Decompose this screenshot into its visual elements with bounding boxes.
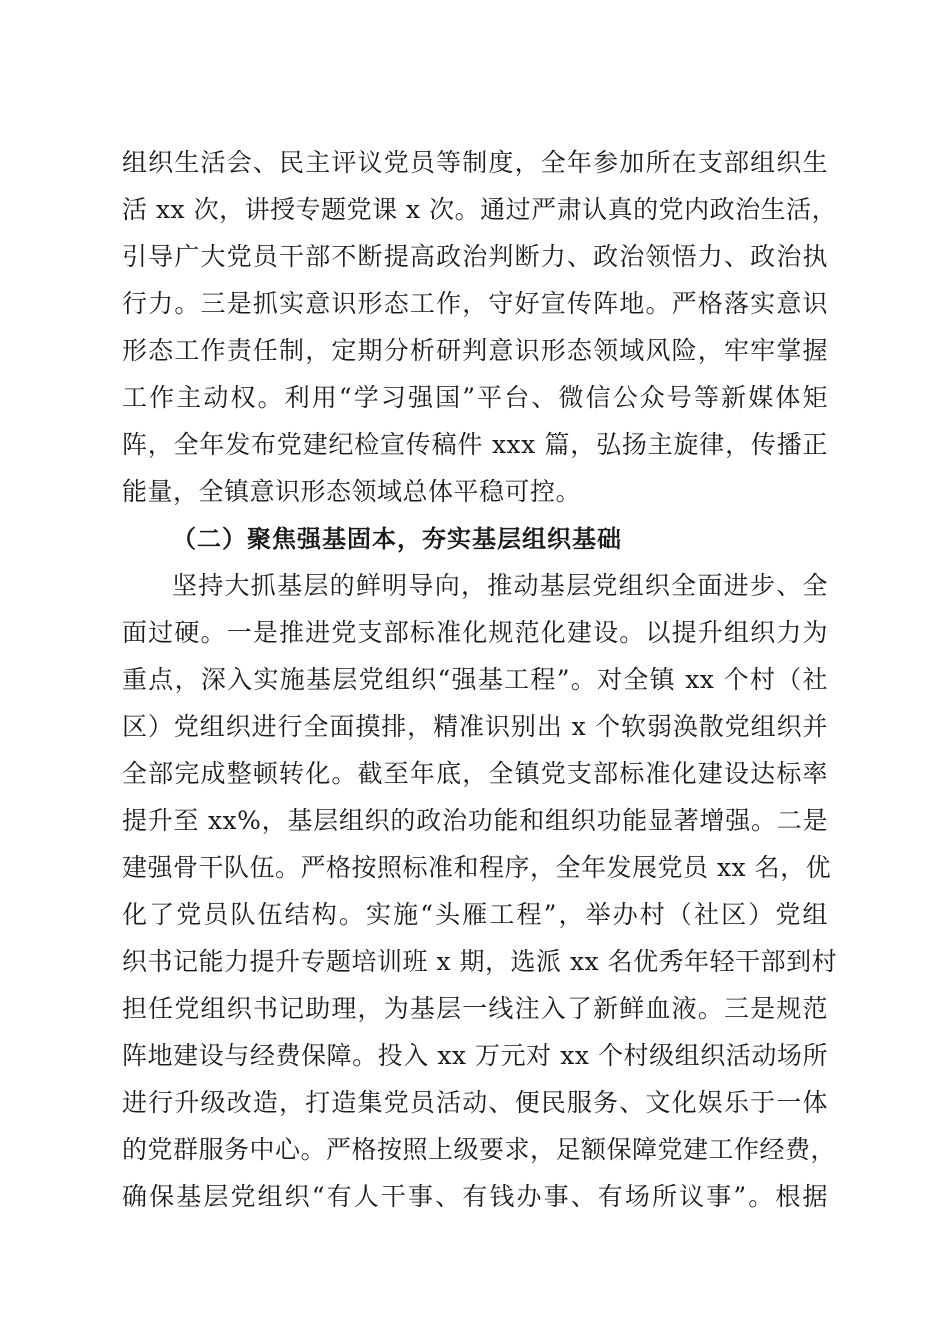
text-line: 进行升级改造，打造集党员活动、便民服务、文化娱乐于一体 xyxy=(122,1088,828,1117)
text-line: 坚持大抓基层的鲜明导向，推动基层党组织全面进步、全 xyxy=(172,571,828,600)
text-line: 工作主动权。利用“学习强国”平台、微信公众号等新媒体矩 xyxy=(122,383,828,412)
text-line: 担任党组织书记助理，为基层一线注入了新鲜血液。三是规范 xyxy=(122,994,828,1023)
text-line: 组织生活会、民主评议党员等制度，全年参加所在支部组织生 xyxy=(122,148,828,177)
text-line: 化了党员队伍结构。实施“头雁工程”，举办村（社区）党组 xyxy=(122,900,828,929)
text-line: 织书记能力提升专题培训班 x 期，选派 xx 名优秀年轻干部到村 xyxy=(122,947,838,976)
text-line: 区）党组织进行全面摸排，精准识别出 x 个软弱涣散党组织并 xyxy=(122,712,828,741)
text-line: 能量，全镇意识形态领域总体平稳可控。 xyxy=(122,477,582,506)
text-line: 提升至 xx%，基层组织的政治功能和组织功能显著增强。二是 xyxy=(122,806,828,835)
text-line: 重点，深入实施基层党组织“强基工程”。对全镇 xx 个村（社 xyxy=(122,665,828,694)
text-line: 的党群服务中心。严格按照上级要求，足额保障党建工作经费， xyxy=(122,1135,837,1164)
text-line: 全部完成整顿转化。截至年底，全镇党支部标准化建设达标率 xyxy=(122,759,828,788)
section-heading: （二）聚焦强基固本，夯实基层组织基础 xyxy=(172,525,622,553)
text-line: 阵地建设与经费保障。投入 xx 万元对 xx 个村级组织活动场所 xyxy=(122,1041,828,1070)
text-line: 引导广大党员干部不断提高政治判断力、政治领悟力、政治执 xyxy=(122,242,828,271)
text-line: 面过硬。一是推进党支部标准化规范化建设。以提升组织力为 xyxy=(122,618,828,647)
text-line: 形态工作责任制，定期分析研判意识形态领域风险，牢牢掌握 xyxy=(122,336,828,365)
text-line: 确保基层党组织“有人干事、有钱办事、有场所议事”。根据 xyxy=(122,1182,828,1211)
text-line: 阵，全年发布党建纪检宣传稿件 xxx 篇，弘扬主旋律，传播正 xyxy=(122,430,828,459)
text-line: 活 xx 次，讲授专题党课 x 次。通过严肃认真的党内政治生活， xyxy=(122,195,838,224)
text-line: 行力。三是抓实意识形态工作，守好宣传阵地。严格落实意识 xyxy=(122,289,828,318)
text-line: 建强骨干队伍。严格按照标准和程序，全年发展党员 xx 名，优 xyxy=(122,853,832,882)
